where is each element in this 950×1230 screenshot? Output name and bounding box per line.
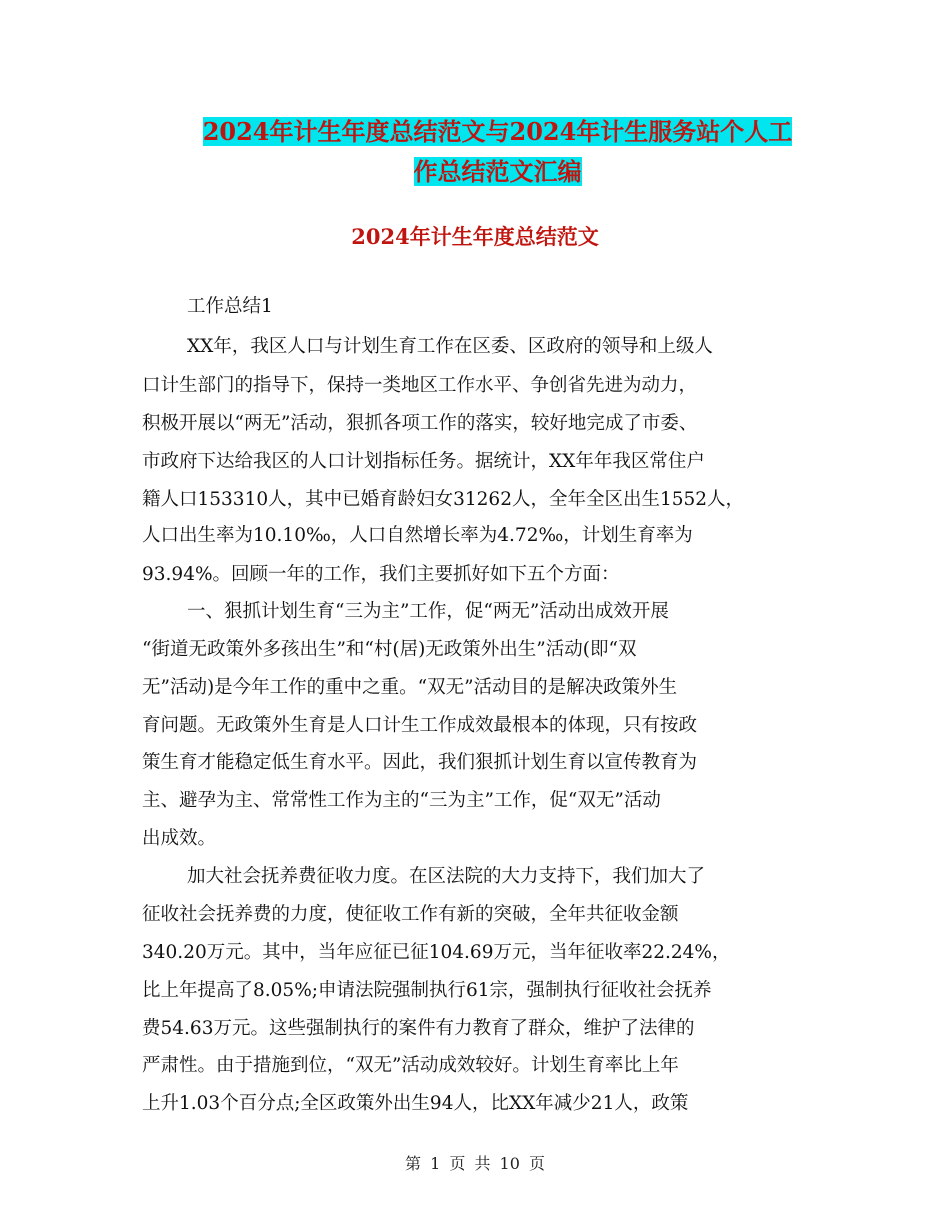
title-highlight-2: 作总结范文汇编 [413,157,582,186]
document-title-line-1 [140,113,855,151]
body-line: 口计生部门的指导下，保持一类地区工作水平、争创省先进为动力， [142,375,698,396]
body-line: 上升1.03个百分点;全区政策外出生94人，比XX年减少21人，政策 [142,1093,689,1114]
body-line: XX年，我区人口与计划生育工作在区委、区政府的领导和上级人 [187,336,713,357]
body-line: 出成效。 [142,828,217,849]
body-line: 人口出生率为10.10‰，人口自然增长率为4.72‰，计划生育率为 [142,525,693,546]
page-footer: 第 1 页 共 10 页 [405,1154,545,1173]
body-line: 严肃性。由于措施到位，“双无”活动成效较好。计划生育率比上年 [142,1055,679,1076]
section-title: 2024年计生年度总结范文 [351,224,599,249]
body-line: 费54.63万元。这些强制执行的案件有力教育了群众，维护了法律的 [142,1018,695,1039]
body-line: 策生育才能稳定低生育水平。因此，我们狠抓计划生育以宣传教育为 [142,752,698,773]
body-line: 340.20万元。其中，当年应征已征104.69万元，当年征收率22.24%， [142,942,731,963]
body-line: 比上年提高了8.05%;申请法院强制执行61宗，强制执行征收社会抚养 [142,980,712,1001]
body-line: 一、狠抓计划生育“三为主”工作，促“两无”活动出成效开展 [187,601,669,622]
body-line: 积极开展以“两无”活动，狠抓各项工作的落实，较好地完成了市委、 [142,413,698,434]
body-line: 籍人口153310人，其中已婚育龄妇女31262人，全年全区出生1552人， [142,489,745,510]
body-line: 市政府下达给我区的人口计划指标任务。据统计，XX年年我区常住户 [142,451,705,472]
body-line: 育问题。无政策外生育是人口计生工作成效最根本的体现，只有按政 [142,715,698,736]
body-line: 征收社会抚养费的力度，使征收工作有新的突破，全年共征收金额 [142,904,679,925]
subheading-work-summary: 工作总结1 [187,296,273,317]
title-highlight-1: 2024年计生年度总结范文与2024年计生服务站个人工 [202,117,793,146]
body-line: 主、避孕为主、常常性工作为主的“三为主”工作，促“双无”活动 [142,790,661,811]
body-line: 加大社会抚养费征收力度。在区法院的大力支持下，我们加大了 [187,866,706,887]
body-line: 93.94%。回顾一年的工作，我们主要抓好如下五个方面： [142,564,620,585]
document-title-line-2 [140,153,855,191]
body-line: 无”活动)是今年工作的重中之重。“双无”活动目的是解决政策外生 [142,677,678,698]
body-line: “街道无政策外多孩出生”和“村(居)无政策外出生”活动(即“双 [142,639,637,660]
